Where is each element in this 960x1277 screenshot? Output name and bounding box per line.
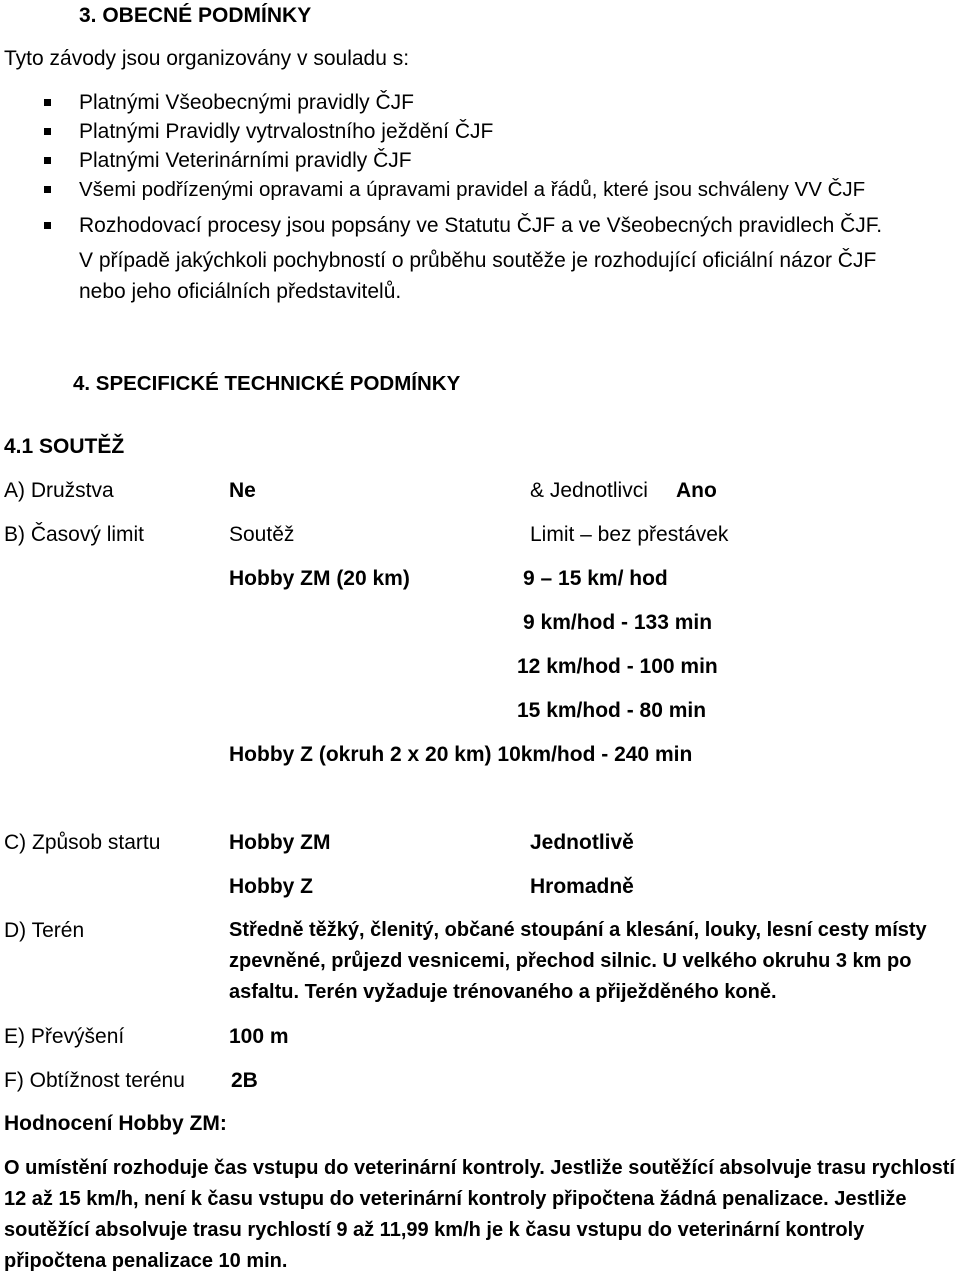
- note-line-1: V případě jakýchkoli pochybností o průběhu soutěže je rozhodující oficiální názor ČJF: [79, 249, 877, 272]
- b-label: B) Časový limit: [4, 523, 145, 546]
- list-item: Platnými Pravidly vytrvalostního ježdění ČJF: [79, 120, 494, 143]
- list-item: Platnými Veterinárními pravidly ČJF: [79, 149, 412, 172]
- b-hobby-zm: Hobby ZM (20 km): [229, 567, 410, 590]
- e-value: 100 m: [229, 1025, 289, 1048]
- section-3-intro: Tyto závody jsou organizovány v souladu s:: [4, 47, 410, 70]
- c-row1-value: Jednotlivě: [530, 831, 634, 854]
- c-row1-name: Hobby ZM: [229, 831, 331, 854]
- b-col1-header: Soutěž: [229, 523, 295, 546]
- b-hobby-z: Hobby Z (okruh 2 x 20 km) 10km/hod - 240 min: [229, 743, 693, 766]
- bullet-icon: [44, 222, 51, 229]
- evaluation-heading: Hodnocení Hobby ZM:: [4, 1112, 227, 1135]
- d-terrain-text: Středně těžký, členitý, občané stoupání a klesání, louky, lesní cesty místy zpevněné, průjezd vesnicemi, přechod silnic. U velkého okruhu 3 km po asfaltu. Terén vyžaduje trénovaného a přiježděného koně.: [229, 919, 927, 1003]
- bullet-icon: [44, 128, 51, 135]
- c-row2-name: Hobby Z: [229, 875, 313, 898]
- c-label: C) Způsob startu: [4, 831, 161, 854]
- list-item: Všemi podřízenými opravami a úpravami pravidel a řádů, které jsou schváleny VV ČJF: [79, 178, 866, 201]
- f-value: 2B: [231, 1069, 258, 1092]
- d-label: D) Terén: [4, 919, 85, 942]
- b-hobby-zm-limit: 9 – 15 km/ hod: [523, 567, 668, 590]
- bullet-icon: [44, 157, 51, 164]
- b-col2-header: Limit – bez přestávek: [530, 523, 729, 546]
- bullet-icon: [44, 186, 51, 193]
- e-label: E) Převýšení: [4, 1025, 125, 1048]
- note-line-2: nebo jeho oficiálních představitelů.: [79, 280, 402, 303]
- section-4-heading: 4. SPECIFICKÉ TECHNICKÉ PODMÍNKY: [73, 372, 461, 395]
- c-row2-value: Hromadně: [530, 875, 634, 898]
- a-value2-label: & Jednotlivci: [530, 479, 648, 502]
- b-limit-row: 12 km/hod - 100 min: [517, 655, 718, 678]
- f-label: F) Obtížnost terénu: [4, 1069, 185, 1092]
- b-limit-row: 15 km/hod - 80 min: [517, 699, 707, 722]
- a-value2: Ano: [676, 479, 717, 502]
- sub-heading-4-1: 4.1 SOUTĚŽ: [4, 435, 125, 458]
- b-limit-row: 9 km/hod - 133 min: [523, 611, 713, 634]
- list-item: Platnými Všeobecnými pravidly ČJF: [79, 91, 414, 114]
- evaluation-text: O umístění rozhoduje čas vstupu do veterinární kontroly. Jestliže soutěžící absolvuje trasu rychlostí 12 až 15 km/h, není k času vstupu do veterinární kontroly připočtena žádná penalizace. Jestliže soutěžící absolvuje trasu rychlostí 9 až 11,99 km/h je k času vstupu do veterinární kontroly připočtena penalizace 10 min.: [4, 1157, 955, 1272]
- section-3-heading: 3. OBECNÉ PODMÍNKY: [79, 4, 312, 27]
- a-label: A) Družstva: [4, 479, 114, 502]
- bullet-icon: [44, 99, 51, 106]
- list-item: Rozhodovací procesy jsou popsány ve Statutu ČJF a ve Všeobecných pravidlech ČJF.: [79, 214, 883, 237]
- a-value: Ne: [229, 479, 256, 502]
